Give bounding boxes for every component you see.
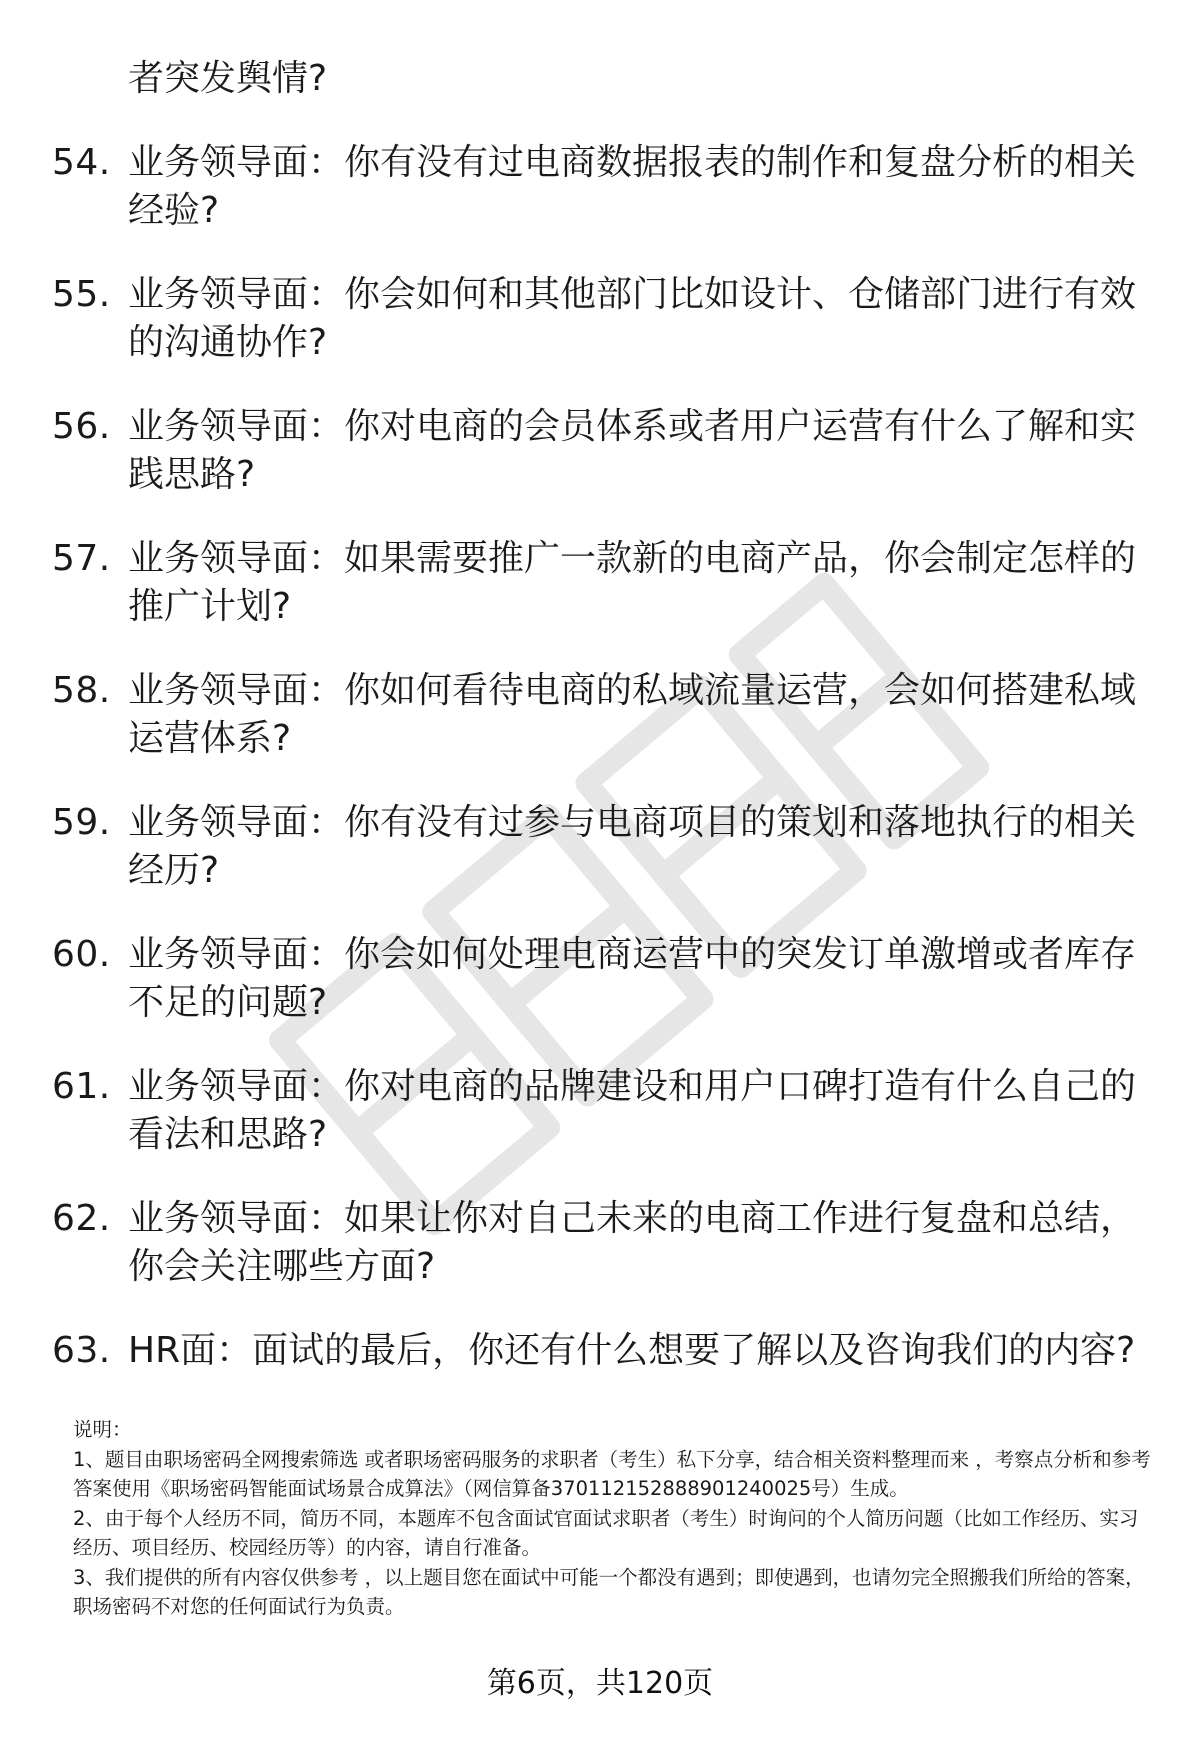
question-text: 业务领导面：你有没有过电商数据报表的制作和复盘分析的相关经验? [128, 142, 1137, 231]
page-number-label: 第6页，共120页 [486, 1666, 714, 1701]
note-item: 3、我们提供的所有内容仅供参考 ，以上题目您在面试中可能一个都没有遇到；即使遇到，也请勿完全照搬我们所给的答案，职场密码不对您的任何面试行为负责。 [73, 1565, 1145, 1618]
question-text: 业务领导面：你会如何处理电商运营中的突发订单激增或者库存不足的问题? [128, 934, 1137, 1023]
question-number: 60. [52, 934, 111, 975]
question-number: 56. [52, 406, 111, 447]
list-item [0, 271, 1200, 367]
list-item [0, 535, 1200, 631]
question-text: 业务领导面：如果让你对自己未来的电商工作进行复盘和总结，你会关注哪些方面? [128, 1198, 1137, 1287]
list-item [0, 55, 1200, 103]
question-number: 59. [52, 802, 111, 843]
question-number: 58. [52, 670, 111, 711]
note-item: 2、由于每个人经历不同，简历不同，本题库不包含面试官面试求职者（考生）时询问的个人简历问题（比如工作经历、实习经历、项目经历、校园经历等）的内容，请自行准备。 [73, 1506, 1139, 1559]
question-number: 63. [52, 1330, 111, 1371]
page-footer [0, 1664, 1200, 1704]
question-text: 业务领导面：你如何看待电商的私域流量运营，会如何搭建私域运营体系? [128, 670, 1137, 759]
list-item [0, 799, 1200, 895]
question-number: 54. [52, 142, 111, 183]
list-item [0, 1327, 1200, 1375]
question-text: HR面：面试的最后，你还有什么想要了解以及咨询我们的内容? [128, 1330, 1136, 1371]
question-text: 者突发舆情? [128, 58, 328, 99]
list-item [0, 667, 1200, 763]
notes-heading: 说明： [73, 1418, 132, 1441]
list-item [0, 139, 1200, 235]
question-text: 业务领导面：你会如何和其他部门比如设计、仓储部门进行有效的沟通协作? [128, 274, 1137, 363]
question-text: 业务领导面：你对电商的会员体系或者用户运营有什么了解和实践思路? [128, 406, 1137, 495]
notes-section [73, 1415, 1153, 1622]
question-text: 业务领导面：你对电商的品牌建设和用户口碑打造有什么自己的看法和思路? [128, 1066, 1137, 1155]
list-item [0, 931, 1200, 1027]
question-text: 业务领导面：如果需要推广一款新的电商产品，你会制定怎样的推广计划? [128, 538, 1137, 627]
question-number: 57. [52, 538, 111, 579]
question-number: 61. [52, 1066, 111, 1107]
list-item [0, 1195, 1200, 1291]
list-item [0, 403, 1200, 499]
note-item: 1、题目由职场密码全网搜索筛选 或者职场密码服务的求职者（考生）私下分享，结合相关资料整理而来 ，考察点分析和参考答案使用《职场密码智能面试场景合成算法》（网信算备370112152888901240025号）生成。 [73, 1447, 1151, 1500]
question-list [0, 55, 1200, 1411]
question-number: 62. [52, 1198, 111, 1239]
list-item [0, 1063, 1200, 1159]
question-text: 业务领导面：你有没有过参与电商项目的策划和落地执行的相关经历? [128, 802, 1137, 891]
question-number: 55. [52, 274, 111, 315]
